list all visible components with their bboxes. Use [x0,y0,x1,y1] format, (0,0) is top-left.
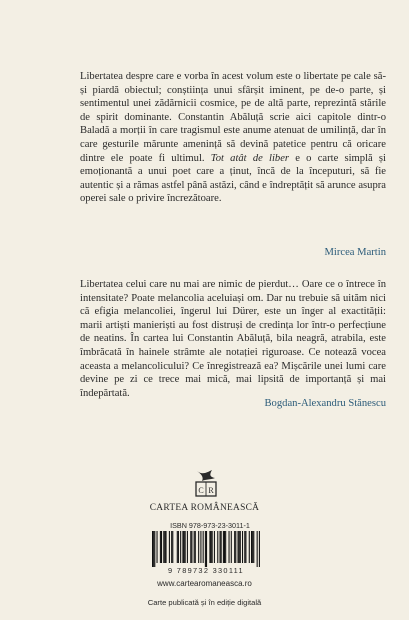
barcode-bar [153,531,154,567]
barcode-bar [169,531,170,563]
barcode-bar [198,531,199,563]
barcode-bar [163,531,164,563]
barcode-bar [239,531,240,563]
isbn: ISBN 978-973-23-3011-1 [170,521,250,530]
svg-text:C: C [198,486,204,495]
barcode-bar [157,531,158,563]
barcode [152,531,260,567]
barcode-bar [209,531,210,563]
blurb-stanescu [80,278,386,400]
barcode-bar [235,531,236,563]
barcode-bar [166,531,167,563]
barcode-bar [217,531,218,563]
barcode-bar [184,531,185,563]
barcode-bar [252,531,253,563]
barcode-bar [253,531,254,563]
barcode-bar [249,531,250,563]
barcode-bar [203,531,204,563]
barcode-bar [177,531,178,563]
barcode-bar [152,531,153,567]
website: www.cartearomaneasca.ro [157,579,252,588]
barcode-bar [206,531,207,567]
barcode-bar [195,531,196,563]
barcode-number: 9 789732 330111 [168,566,244,575]
barcode-bar [182,531,183,563]
barcode-bar [220,531,221,563]
barcode-bar [185,531,186,563]
barcode-bar [229,531,230,563]
barcode-bar [171,531,172,563]
author-stanescu: Bogdan-Alexandru Stănescu [264,398,386,409]
barcode-bar [178,531,179,563]
blurb-stanescu-text: Libertatea celui care nu mai are nimic de pierdut… Oare ce o întrece în intensitate? Poate melancolia aceluiași om. Dar nu trebuie să uităm nici că efigia melancoliei, îngerul lui Dürer, este un înger al exactității: marii artiști manieriști au fost distruși de credința lor într-o perfecțiune de neatins. În cartea lui Constantin Abăluță, bila neagră, atrabila, este îmbrăcată în hainele strâmte ale notației riguroase. Ce notează vocea aceasta a melancolicului? Ce înregistrează ea? Mișcările unei lumi care devine pe zi ce trece mai mică, mai lipsită de importanță și mai îndepărtată. [80,279,386,399]
svg-text:R: R [208,486,214,495]
barcode-bar [234,531,235,563]
digital-note: Carte publicată și în ediție digitală [147,598,262,607]
barcode-bar [242,531,243,563]
barcode-bar [205,531,206,567]
publisher-name: CARTEA ROMÂNEASCĂ [149,503,260,513]
barcode-bar [225,531,226,563]
barcode-bar [180,531,181,563]
barcode-bar [190,531,191,563]
barcode-bar [231,531,232,563]
barcode-bar [161,531,162,563]
barcode-bar [191,531,192,563]
blurb-martin-text: Libertatea despre care e vorba în acest volum este o libertate pe cale să-și piardă obiectul; conștiința unui sfârșit iminent, pe de-o parte, și sentimentul unei zădărnicii cosmice, pe de altă parte, reprezintă stările de spirit dominante. Constantin Abăluță scrie aici capitole dintr-o Baladă a morții în care tragismul este anume atenuat de umilință, dar în care gesturile mărunte amenință să devină patetice pentru că oricare dintre ele poate fi ultimul. Tot atât de liber e o carte simplă și emoționantă a unui poet care a ținut, încă de la începuturi, să fie autentic și a rămas astfel până astăzi, când e îndreptățit să arunce asupra operei sale o privire încrezătoare. [80,71,387,205]
barcode-bar [244,531,245,563]
barcode-bar [211,531,212,563]
barcode-bar [240,531,241,563]
barcode-bar [245,531,246,563]
barcode-bar [238,531,239,563]
barcode-bar [200,531,201,563]
barcode-bar [223,531,224,563]
barcode-bar [259,531,260,567]
barcode-bar [160,531,161,563]
barcode-bar [221,531,222,563]
barcode-bar [187,531,188,563]
barcode-bar [164,531,165,563]
author-martin: Mircea Martin [324,247,386,258]
barcode-bar [251,531,252,563]
barcode-bar [224,531,225,563]
publisher-logo-icon [194,469,218,497]
barcode-bar [172,531,173,563]
barcode-bar [194,531,195,563]
book-title: Tot atât de liber [210,152,290,164]
barcode-bar [257,531,258,567]
blurb-martin [80,70,386,206]
barcode-bar [214,531,215,563]
barcode-bar [154,531,155,567]
barcode-bar [212,531,213,563]
